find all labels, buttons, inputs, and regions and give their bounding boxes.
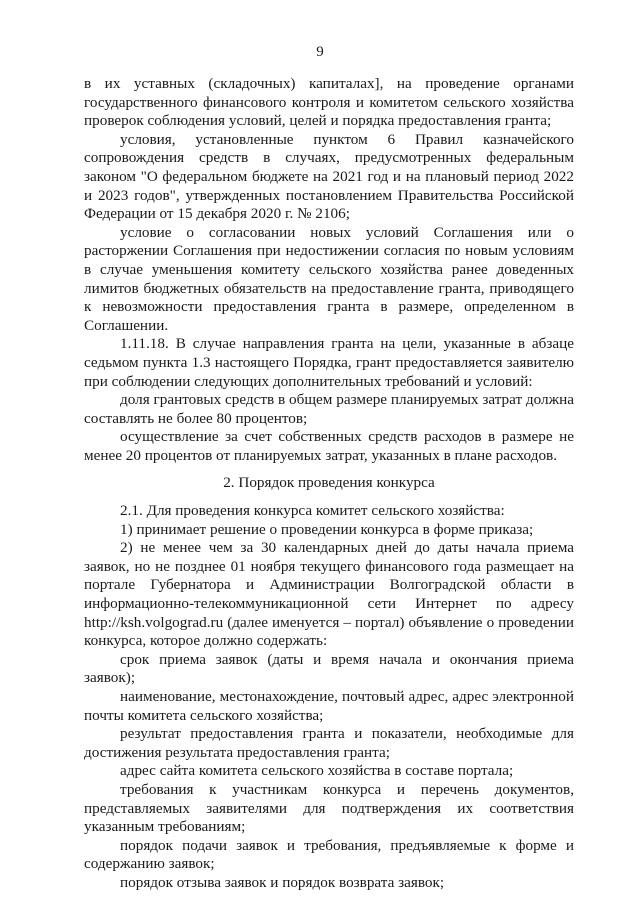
paragraph-treasury-conditions: условия, установленные пунктом 6 Правил казначейского сопровождения средств в случаях, предусмотренных федеральным законом "О федеральном бюджете на 2021 год и на плановый период 2022 и 2023 годов", утвержденных постановлением Правительства Российской Федерации от 15 декабря 2020 г. № 2106;	[84, 130, 574, 223]
paragraph-agreement-condition: условие о согласовании новых условий Соглашения или о расторжении Соглашения при недостижении согласия по новым условиям в случае уменьшения комитету сельского хозяйства ранее доведенных лимитов бюджетных обязательств на предоставление гранта, приводящего к невозможности предоставления гранта в размере, определенном в Соглашении.	[84, 223, 574, 334]
document-body	[84, 75, 574, 893]
paragraph-grant-share: доля грантовых средств в общем размере планируемых затрат должна составлять не более 80 процентов;	[84, 391, 574, 427]
paragraph-committee-contacts: наименование, местонахождение, почтовый адрес, адрес электронной почты комитета сельского хозяйства;	[84, 688, 574, 724]
paragraph-withdrawal-order: порядок отзыва заявок и порядок возврата заявок;	[120, 873, 445, 891]
paragraph-own-funds: осуществление за счет собственных средств расходов в размере не менее 20 процентов от планируемых затрат, указанных в плане расходов.	[84, 428, 574, 464]
paragraph-participant-requirements: требования к участникам конкурса и перечень документов, представляемых заявителями для подтверждения их соответствия указанным требованиям;	[84, 780, 574, 836]
paragraph-1-11-18: 1.11.18. В случае направления гранта на цели, указанные в абзаце седьмом пункта 1.3 настоящего Порядка, грант предоставляется заявителю при соблюдении следующих дополнительных требований и условий:	[84, 335, 574, 390]
section-heading: 2. Порядок проведения конкурса	[223, 474, 435, 492]
page-number: 9	[316, 44, 324, 60]
paragraph-site-address: адрес сайта комитета сельского хозяйства в составе портала;	[120, 762, 514, 780]
paragraph-continuation: в их уставных (складочных) капиталах], на проведение органами государственного финансового контроля и комитетом сельского хозяйства проверок соблюдения условий, целей и порядка предоставления гранта;	[84, 75, 574, 130]
list-item-2: 2) не менее чем за 30 календарных дней до даты начала приема заявок, но не позднее 01 ноября текущего финансового года размещает на портале Губернатора и Администрации Волгоградской области в информационно-телекоммуникационной сети Интернет по адресу http://ksh.volgograd.ru (далее именуется – портал) объявление о проведении конкурса, которое должно содержать:	[84, 539, 574, 650]
paragraph-application-period: срок приема заявок (даты и время начала и окончания приема заявок);	[84, 650, 574, 687]
paragraph-2-1: 2.1. Для проведения конкурса комитет сельского хозяйства:	[120, 502, 505, 520]
paragraph-submission-order: порядок подачи заявок и требования, предъявляемые к форме и содержанию заявок;	[84, 836, 574, 873]
list-item-1: 1) принимает решение о проведении конкурса в форме приказа;	[120, 520, 534, 538]
paragraph-grant-result: результат предоставления гранта и показатели, необходимые для достижения результата предоставления гранта;	[84, 725, 574, 761]
